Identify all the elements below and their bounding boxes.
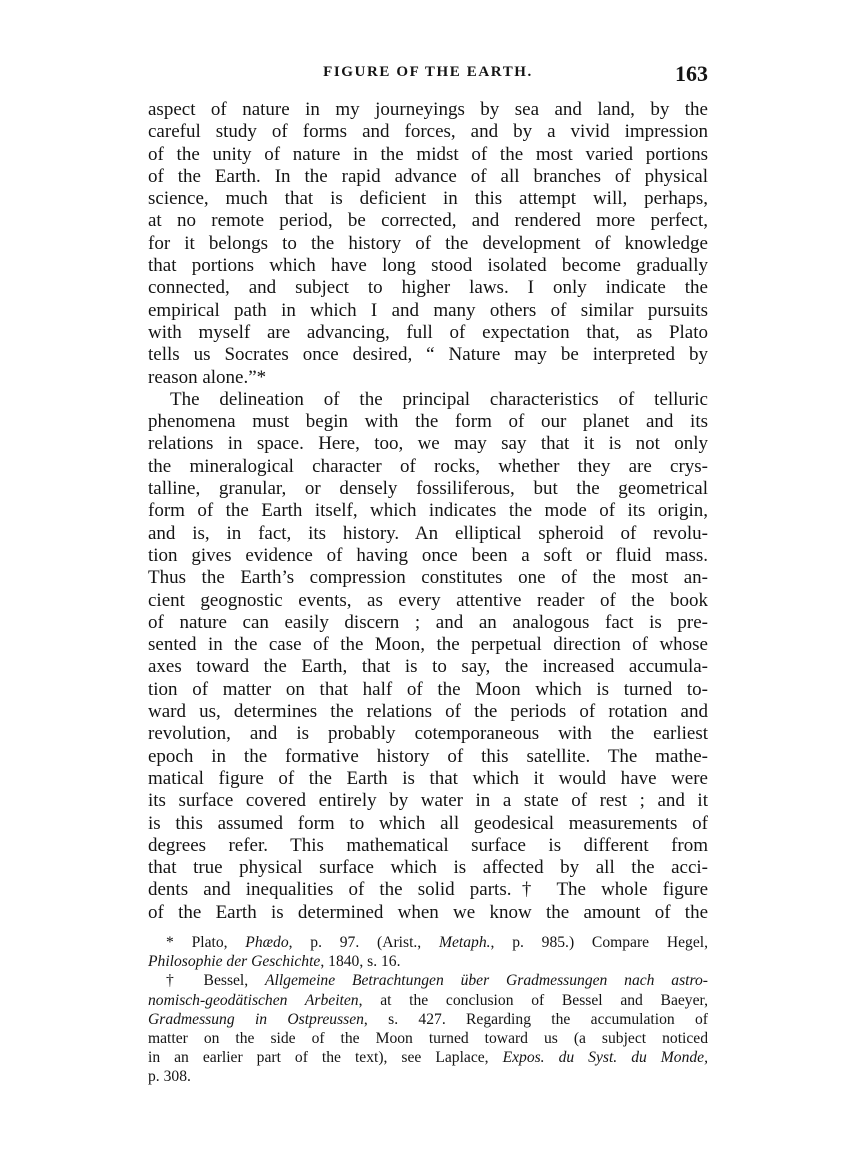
footnote-2-line bbox=[148, 1010, 708, 1029]
footnote-2-line bbox=[148, 1048, 708, 1067]
body-text bbox=[148, 99, 708, 924]
running-head bbox=[148, 62, 708, 88]
text-line: form of the Earth itself, which indicates the mode of its origin, bbox=[148, 500, 708, 522]
text-line: dents and inequalities of the solid parts.† The whole figure bbox=[148, 879, 708, 901]
text-line: that true physical surface which is affected by all the acci- bbox=[148, 857, 708, 879]
text-line: with myself are advancing, full of expectation that, as Plato bbox=[148, 321, 708, 343]
footnote-2-line: p. 308. bbox=[148, 1068, 191, 1086]
text-line: connected, and subject to higher laws. I only indicate the bbox=[148, 277, 708, 299]
text-line: matical figure of the Earth is that which it would have were bbox=[148, 767, 708, 789]
footnote-title: Phædo bbox=[245, 934, 289, 951]
footnote-text: , s. 427. Regarding the accumulation of bbox=[363, 1010, 708, 1028]
text-line: The delineation of the principal characteristics of telluric bbox=[170, 388, 708, 410]
text-line: phenomena must begin with the form of our planet and its bbox=[148, 411, 708, 433]
text-line: of the Earth is determined when we know the amount of the bbox=[148, 901, 708, 923]
text-line: its surface covered entirely by water in a state of rest ; and it bbox=[148, 790, 708, 812]
text-line: Thus the Earth’s compression constitutes one of the most an- bbox=[148, 567, 708, 589]
text-line: tion of matter on that half of the Moon which is turned to- bbox=[148, 678, 708, 700]
text-line: talline, granular, or densely fossiliferous, but the geometrical bbox=[148, 478, 708, 500]
text-line: epoch in the formative history of this satellite. The mathe- bbox=[148, 745, 708, 767]
text-line: for it belongs to the history of the development of knowledge bbox=[148, 232, 708, 254]
text-line: of nature can easily discern ; and an analogous fact is pre- bbox=[148, 611, 708, 633]
text-line: tells us Socrates once desired, “ Nature may be interpreted by bbox=[148, 344, 708, 366]
footnote-title: Philosophie der Geschichte bbox=[148, 953, 321, 971]
text-line: tion gives evidence of having once been a soft or fluid mass. bbox=[148, 544, 708, 566]
text-line: at no remote period, be corrected, and rendered more perfect, bbox=[148, 210, 708, 232]
text-line: cient geognostic events, as every attentive reader of the book bbox=[148, 589, 708, 611]
text-line: science, much that is deficient in this attempt will, perhaps, bbox=[148, 188, 708, 210]
text-line: of the unity of nature in the midst of the most varied portions bbox=[148, 143, 708, 165]
footnote-2-line bbox=[148, 991, 708, 1010]
text-line: the mineralogical character of rocks, whether they are crys- bbox=[148, 455, 708, 477]
text-line: axes toward the Earth, that is to say, the increased accumula- bbox=[148, 656, 708, 678]
footnote-title: Expos. du Syst. du Monde, bbox=[502, 1049, 708, 1067]
footnote-text: in an earlier part of the text), see Laplace, bbox=[148, 1049, 503, 1067]
footnote-1-line bbox=[148, 952, 708, 971]
footnote-text: , p. 985.) Compare Hegel, bbox=[490, 934, 708, 951]
footnote-1-line bbox=[148, 933, 708, 952]
text-line: ward us, determines the relations of the periods of rotation and bbox=[148, 701, 708, 723]
text-line: careful study of forms and forces, and by a vivid impression bbox=[148, 121, 708, 143]
footnote-text: , p. 97. (Arist., bbox=[288, 934, 439, 951]
text-line: revolution, and is probably cotemporaneous with the earliest bbox=[148, 723, 708, 745]
text-line: empirical path in which I and many others of similar pursuits bbox=[148, 299, 708, 321]
text-line: reason alone.”* bbox=[148, 366, 267, 388]
page-number: 163 bbox=[675, 61, 708, 86]
footnote-2-line: matter on the side of the Moon turned toward us (a subject noticed bbox=[148, 1029, 708, 1047]
footnote-title: Metaph. bbox=[438, 934, 491, 951]
footnote-title: nomisch-geodätischen Arbeiten bbox=[148, 991, 359, 1009]
footnote-text: , 1840, s. 16. bbox=[320, 953, 401, 971]
text-line: of the Earth. In the rapid advance of all branches of physical bbox=[148, 165, 708, 187]
footnote-title: Gradmessung in Ostpreussen bbox=[148, 1010, 364, 1028]
footnote-title: Allgemeine Betrachtungen über Gradmessungen nach astro- bbox=[264, 972, 708, 990]
footnote-text: , at the conclusion of Bessel and Baeyer, bbox=[358, 991, 708, 1009]
running-title: FIGURE OF THE EARTH. bbox=[323, 64, 533, 80]
footnote-text: † Bessel, bbox=[166, 972, 265, 990]
text-line: relations in space. Here, too, we may say that it is not only bbox=[148, 433, 708, 455]
text-line: that portions which have long stood isolated become gradually bbox=[148, 255, 708, 277]
text-line: is this assumed form to which all geodesical measurements of bbox=[148, 812, 708, 834]
text-line: degrees refer. This mathematical surface is different from bbox=[148, 834, 708, 856]
text-line: and is, in fact, its history. An elliptical spheroid of revolu- bbox=[148, 522, 708, 544]
footnotes bbox=[148, 933, 708, 1087]
text-line: aspect of nature in my journeyings by sea and land, by the bbox=[148, 99, 708, 120]
footnote-text: * Plato, bbox=[166, 934, 246, 951]
footnote-2-line bbox=[148, 971, 708, 990]
text-line: sented in the case of the Moon, the perpetual direction of whose bbox=[148, 634, 708, 656]
